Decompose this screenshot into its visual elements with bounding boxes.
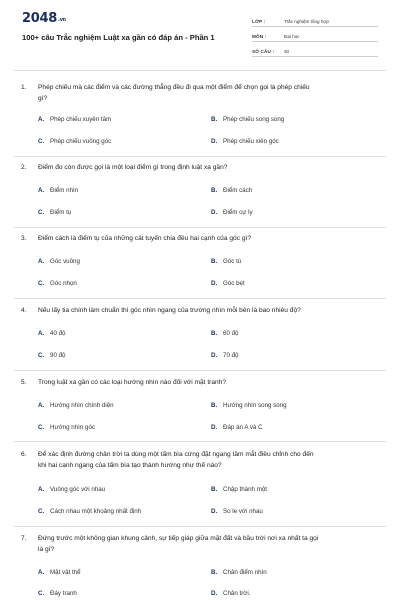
answer-option[interactable] bbox=[38, 258, 80, 265]
answer-option[interactable] bbox=[38, 590, 77, 597]
option-letter: A. bbox=[38, 569, 45, 576]
meta-value: 30 bbox=[284, 49, 290, 54]
answer-option[interactable] bbox=[211, 187, 252, 194]
option-text: Đáp án A và C bbox=[223, 424, 263, 431]
option-text: Hướng nhìn góc bbox=[50, 424, 96, 431]
option-text: Hướng nhìn chính diện bbox=[50, 402, 114, 409]
question-number: 4. bbox=[21, 307, 27, 314]
answer-option[interactable] bbox=[38, 116, 111, 123]
meta-subject-row bbox=[252, 27, 378, 42]
answer-option[interactable] bbox=[38, 424, 95, 431]
question-divider bbox=[14, 227, 386, 228]
answer-option[interactable] bbox=[38, 209, 71, 216]
option-text: Phép chiếu song song bbox=[223, 116, 285, 123]
question-divider bbox=[14, 298, 386, 299]
question-text: Điểm đo còn được gọi là một loại điểm gì trong định luật xa gần? bbox=[38, 164, 228, 171]
answer-option[interactable] bbox=[211, 138, 279, 145]
option-letter: A. bbox=[38, 402, 45, 409]
page-header bbox=[0, 0, 400, 70]
option-letter: A. bbox=[38, 330, 45, 337]
option-letter: C. bbox=[38, 138, 45, 145]
answer-option[interactable] bbox=[211, 258, 241, 265]
meta-value: Đại học bbox=[284, 34, 300, 39]
option-text: Điểm nhìn bbox=[50, 187, 79, 194]
question-number: 6. bbox=[21, 451, 27, 458]
header-divider bbox=[14, 70, 386, 71]
option-letter: C. bbox=[38, 508, 45, 515]
meta-value: Trắc nghiệm tổng hợp bbox=[284, 19, 329, 24]
option-letter: D. bbox=[211, 280, 218, 287]
option-letter: B. bbox=[211, 402, 218, 409]
option-text: Đáy tranh bbox=[50, 590, 77, 597]
option-text: So le với nhau bbox=[223, 508, 263, 515]
option-text: Cách nhau một khoảng nhất định bbox=[50, 508, 142, 515]
answer-option[interactable] bbox=[211, 402, 287, 409]
option-text: 90 độ bbox=[50, 352, 66, 359]
option-letter: A. bbox=[38, 258, 45, 265]
question-text: Để xác định đường chân trời ta dùng một tấm bìa cứng đặt ngang tầm mắt điều chỉnh cho đến bbox=[38, 451, 314, 458]
option-text: Chập thành một bbox=[223, 486, 268, 493]
question-text: là gì? bbox=[38, 546, 55, 553]
answer-option[interactable] bbox=[211, 116, 284, 123]
answer-option[interactable] bbox=[38, 486, 105, 493]
option-letter: D. bbox=[211, 138, 218, 145]
option-text: Phép chiếu xiên góc bbox=[223, 138, 279, 145]
option-letter: D. bbox=[211, 352, 218, 359]
option-text: Phép chiếu vuông góc bbox=[50, 138, 112, 145]
option-letter: A. bbox=[38, 116, 45, 123]
option-letter: B. bbox=[211, 486, 218, 493]
question-text: Đứng trước một không gian khung cảnh, sự tiếp giáp giữa mặt đất và bầu trời nơi xa nhất ta gọi bbox=[38, 535, 319, 542]
answer-option[interactable] bbox=[211, 424, 263, 431]
question-number: 1. bbox=[21, 84, 27, 91]
answer-option[interactable] bbox=[38, 508, 141, 515]
option-letter: D. bbox=[211, 590, 218, 597]
option-letter: D. bbox=[211, 508, 218, 515]
option-text: Góc bẹt bbox=[223, 280, 245, 287]
option-text: Điểm tụ bbox=[50, 209, 72, 216]
answer-option[interactable] bbox=[211, 209, 253, 216]
question-number: 7. bbox=[21, 535, 27, 542]
option-text: Phép chiếu xuyên tâm bbox=[50, 116, 112, 123]
question-divider bbox=[14, 370, 386, 371]
option-letter: B. bbox=[211, 258, 218, 265]
document-meta bbox=[252, 12, 378, 57]
question-text: khi hai cạnh ngang của tấm bìa tạo thành hướng như thế nào? bbox=[38, 462, 222, 469]
option-letter: B. bbox=[211, 187, 218, 194]
option-letter: C. bbox=[38, 352, 45, 359]
answer-option[interactable] bbox=[38, 138, 111, 145]
option-text: Góc nhọn bbox=[50, 280, 77, 287]
option-letter: C. bbox=[38, 424, 45, 431]
option-letter: C. bbox=[38, 590, 45, 597]
question-number: 5. bbox=[21, 379, 27, 386]
option-text: Điểm cự ly bbox=[223, 209, 253, 216]
answer-option[interactable] bbox=[211, 508, 263, 515]
answer-option[interactable] bbox=[211, 352, 238, 359]
question-divider bbox=[14, 526, 386, 527]
option-text: Góc vuông bbox=[50, 258, 80, 265]
option-letter: B. bbox=[211, 569, 218, 576]
option-letter: A. bbox=[38, 486, 45, 493]
question-text: gì? bbox=[38, 95, 48, 102]
option-letter: A. bbox=[38, 187, 45, 194]
question-number: 2. bbox=[21, 164, 27, 171]
answer-option[interactable] bbox=[38, 352, 65, 359]
logo-text: 2048 bbox=[22, 11, 57, 26]
option-text: Mặt vật thể bbox=[50, 569, 81, 576]
option-letter: B. bbox=[211, 330, 218, 337]
option-text: Hướng nhìn song song bbox=[223, 402, 287, 409]
question-text: Phép chiếu mà các điểm và các đường thẳng đều đi qua một điểm để chọn gọi là phép chiếu bbox=[38, 84, 310, 91]
logo-tld: .vn bbox=[57, 17, 66, 23]
option-letter: D. bbox=[211, 209, 218, 216]
option-letter: C. bbox=[38, 209, 45, 216]
option-text: Chân trời. bbox=[223, 590, 251, 597]
meta-label: SỐ CÂU : bbox=[252, 49, 275, 54]
site-logo[interactable] bbox=[22, 11, 66, 26]
answer-option[interactable] bbox=[211, 590, 250, 597]
meta-class-row bbox=[252, 12, 378, 27]
option-text: Điểm cách bbox=[223, 187, 253, 194]
option-text: Góc tù bbox=[223, 258, 242, 265]
question-divider bbox=[14, 441, 386, 442]
option-text: Chân điểm nhìn bbox=[223, 569, 267, 576]
answer-option[interactable] bbox=[211, 330, 238, 337]
meta-label: MÔN : bbox=[252, 34, 267, 39]
answer-option[interactable] bbox=[38, 402, 114, 409]
meta-count-row bbox=[252, 42, 378, 57]
option-letter: C. bbox=[38, 280, 45, 287]
answer-option[interactable] bbox=[211, 569, 267, 576]
answer-option[interactable] bbox=[211, 280, 245, 287]
option-text: 70 độ bbox=[223, 352, 239, 359]
question-text: Điểm cách là điểm tụ của những cát tuyến chia đều hai cạnh của góc gì? bbox=[38, 235, 251, 242]
answer-option[interactable] bbox=[211, 486, 267, 493]
answer-option[interactable] bbox=[38, 569, 81, 576]
option-text: 40 độ bbox=[50, 330, 66, 337]
question-text: Trong luật xa gần có các loại hướng nhìn nào đối với mặt tranh? bbox=[38, 379, 227, 386]
question-divider bbox=[14, 156, 386, 157]
option-letter: B. bbox=[211, 116, 218, 123]
question-number: 3. bbox=[21, 235, 27, 242]
question-text: Nếu lấy tia chính làm chuẩn thì góc nhìn ngang của trường nhìn mỗi bên là bao nhiêu độ? bbox=[38, 307, 301, 314]
answer-option[interactable] bbox=[38, 280, 77, 287]
option-text: Vuông góc với nhau bbox=[50, 486, 106, 493]
option-letter: D. bbox=[211, 424, 218, 431]
meta-label: LỚP : bbox=[252, 19, 266, 24]
document-title: 100+ câu Trắc nghiệm Luật xa gần có đáp án - Phần 1 bbox=[22, 33, 215, 42]
option-text: 60 độ bbox=[223, 330, 239, 337]
answer-option[interactable] bbox=[38, 187, 78, 194]
answer-option[interactable] bbox=[38, 330, 65, 337]
